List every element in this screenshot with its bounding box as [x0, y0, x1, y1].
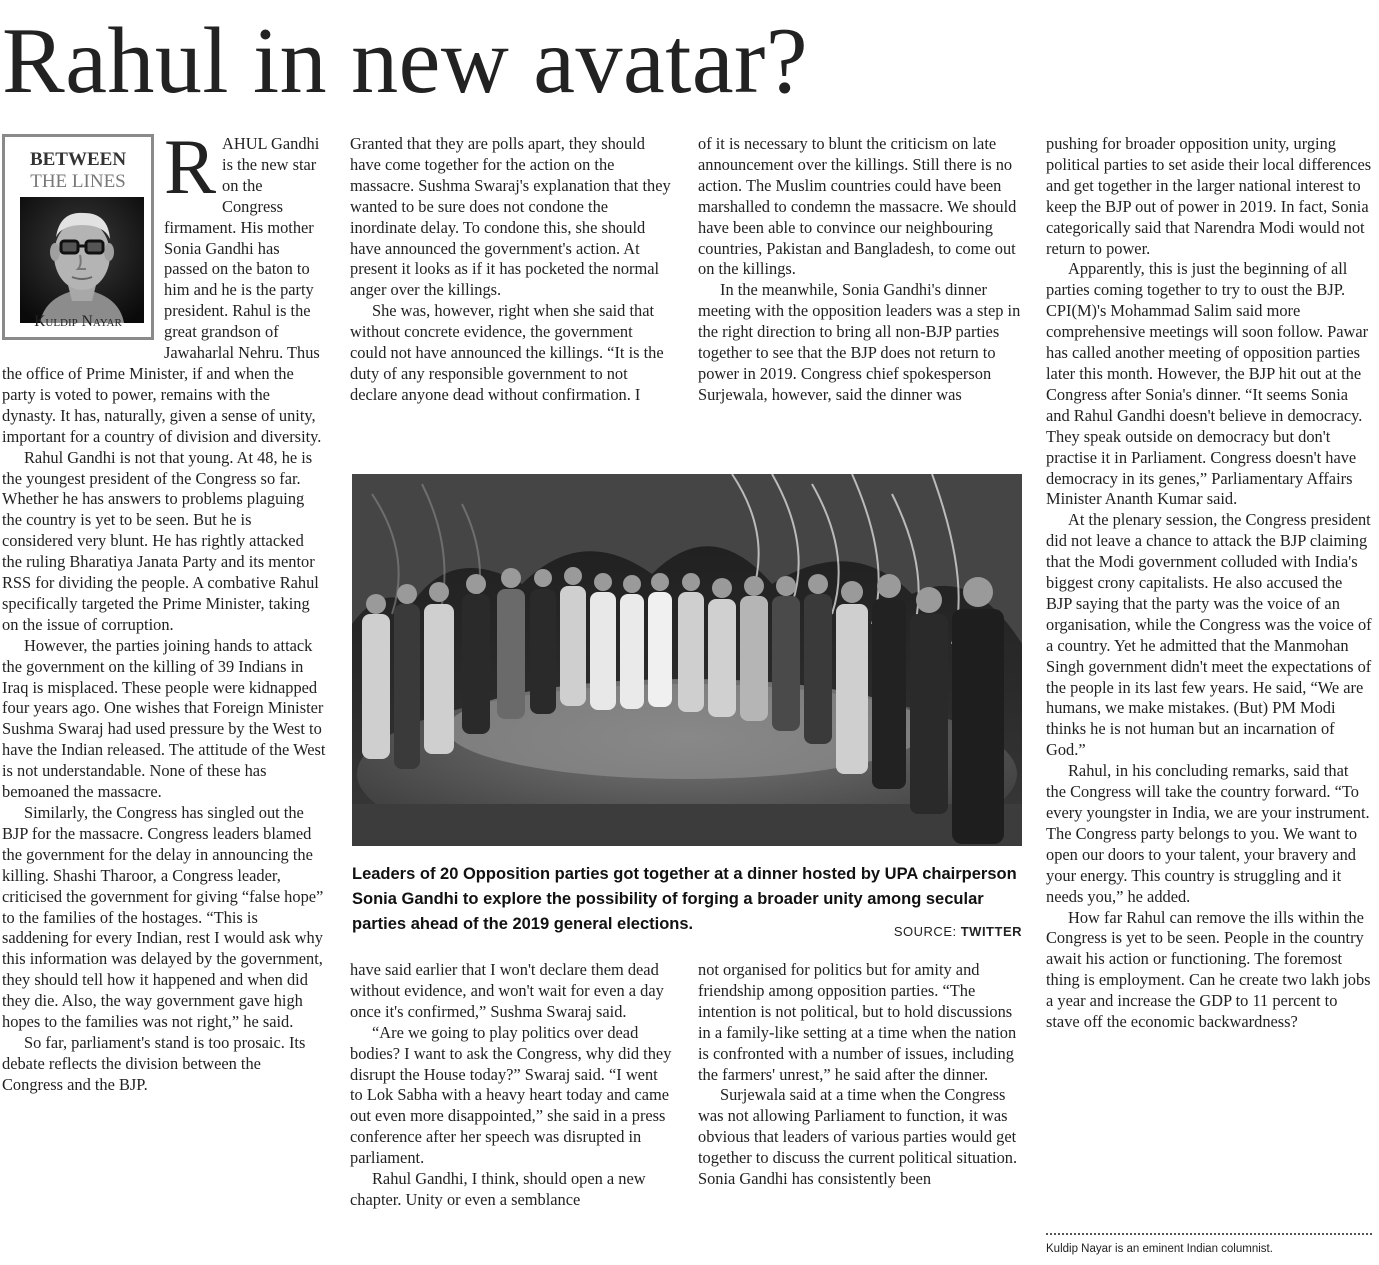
paragraph: In the meanwhile, Sonia Gandhi's dinner meeting with the opposition leaders was a step in the right direction to bring all non-BJP parties together to see that the BJP does not return to power in 2019. Congress chief spokesperson Surjewala, however, said the dinner was	[698, 280, 1021, 404]
photo-caption: Leaders of 20 Opposition parties got together at a dinner hosted by UPA chairperson Sonia Gandhi to explore the possibility of forging a broader unity among secular parties ahead of the 2019 general elections.	[352, 865, 1017, 933]
paragraph: Surjewala said at a time when the Congress was not allowing Parliament to function, it was obvious that leaders of various parties would get together to discuss the current political situation. Sonia Gandhi has consistently been	[698, 1085, 1018, 1189]
column-3-top	[698, 134, 1022, 406]
column-3-bottom	[698, 960, 1022, 1190]
paragraph: However, the parties joining hands to attack the government on the killing of 39 Indians in Iraq is misplaced. These people were kidnapped four years ago. One wishes that Foreign Minister Sushma Swaraj had used pressure by the West to have the Indian released. The attitude of the West is not understandable. None of these has bemoaned the massacre.	[2, 635, 326, 802]
column-logo-box	[2, 134, 154, 340]
paragraph: pushing for broader opposition unity, urging political parties to set aside their local differences and get together in the larger national interest to keep the BJP out of power in 2019. In fact, Sonia categorically said that Narendra Modi would not return to power.	[1046, 134, 1372, 258]
paragraph: Rahul Gandhi, I think, should open a new chapter. Unity or even a semblance	[350, 1169, 646, 1209]
column-2-bottom	[350, 960, 672, 1211]
paragraph: Similarly, the Congress has singled out the BJP for the massacre. Congress leaders blamed the government for the delay in announcing the killing. Shashi Tharoor, a Congress leader, criticised the government for giving “false hope” to the families of the hostages. “This is saddening for every Indian, rest I would ask why this information was delayed by the government, they should tell how it happened and when did they die. Also, the way government gave high hopes to the families was not right,” he said.	[2, 803, 324, 1032]
news-photo	[352, 474, 1022, 846]
column-2-top	[350, 134, 672, 406]
paragraph: not organised for politics but for amity and friendship among opposition parties. “The intention is not political, but to hold discussions in a family-like setting at a time when the nation is confronted with a number of issues, including the farmers' unrest,” he said after the dinner.	[698, 960, 1017, 1084]
paragraph: “Are we going to play politics over dead bodies? I want to ask the Congress, why did they disrupt the House today?” Swaraj said. “I went to Lok Sabha with a heavy heart today and came out even more disappointed,” she said in a press conference after her speech was disrupted in parliament.	[350, 1022, 672, 1168]
paragraph: So far, parliament's stand is too prosaic. Its debate reflects the division between the Congress and the BJP.	[2, 1032, 306, 1094]
paragraph: Apparently, this is just the beginning of all parties coming together to try to oust the BJP. CPI(M)'s Mohammad Salim said more comprehensive meetings will soon follow. Pawar has called another meeting of opposition parties later this month. However, the BJP hit out at the Congress after Sonia's dinner. “It seems Sonia and Rahul Gandhi doesn't believe in democracy. They speak outside on democracy but don't practise it in Parliament. Congress doesn't have democracy in its genes,” Parliamentary Affairs Minister Ananth Kumar said.	[1046, 259, 1369, 509]
paragraph: She was, however, right when she said that without concrete evidence, the government could not have announced the killings. “It is the duty of any responsible government to not declare anyone dead without confirmation. I	[350, 301, 664, 404]
drop-cap: R	[164, 123, 217, 210]
column-title-line2: THE LINES	[30, 171, 126, 192]
author-name: Kuldip Nayar	[34, 313, 122, 331]
column-4	[1046, 134, 1372, 1033]
footnote-divider	[1046, 1233, 1372, 1235]
paragraph: Granted that they are polls apart, they should have come together for the action on the massacre. Sushma Swaraj's explanation that they wanted to be sure does not condone the inordinate delay. To condone this, she should have announced the government's action. At present it looks as if it has pocketed the normal anger over the killings.	[350, 134, 671, 300]
author-portrait	[20, 197, 144, 323]
paragraph: have said earlier that I won't declare them dead without evidence, and won't wait for even a day once it's confirmed,” Sushma Swaraj said.	[350, 960, 664, 1021]
paragraph: RAHUL Gandhi is the new star on the Congress firmament. His mother Sonia Gandhi has passed on the baton to him and he is the party president. Rahul is the great grandson of Jawaharlal Nehru. Thus the office of Prime Minister, if and when the party is voted to power, remains with the dynasty. It has, naturally, given a sense of unity, important for a country of division and diversity.	[2, 123, 322, 446]
headline: Rahul in new avatar?	[2, 9, 809, 113]
paragraph: Rahul, in his concluding remarks, said that the Congress will take the country forward. “To every youngster in India, we are your instrument. The Congress party belongs to you. We want to open our doors to your talent, your bravery and your energy. This country is struggling and it needs you,” he added.	[1046, 761, 1370, 906]
column-1	[2, 123, 326, 1096]
paragraph: How far Rahul can remove the ills within the Congress is yet to be seen. People in the country await his action or functioning. The foremost thing is employment. Can he create two lakh jobs a year and increase the GDP to 11 percent to stave off the economic backwardness?	[1046, 907, 1371, 1032]
column-title-line1: BETWEEN	[29, 149, 127, 170]
paragraph: At the plenary session, the Congress president did not leave a chance to attack the BJP claiming that the Modi government colluded with India's biggest crony capitalists. He also accused the BJP saying that the party was the voice of an organisation, while the Congress was the voice of a country. Yet he admitted that the Manmohan Singh government didn't meet the expectations of the people in its last few years. He said, “We are humans, we make mistakes. (But) PM Modi thinks he is not human but an incarnation of God.”	[1046, 510, 1372, 760]
paragraph: Rahul Gandhi is not that young. At 48, he is the youngest president of the Congress so far. Whether he has answers to problems plaguing the country is yet to be seen. But he is considered very blunt. He has rightly attacked the ruling Bharatiya Janata Party and its mentor RSS for dividing the people. A combative Rahul specifically targeted the Prime Minister, taking on the issue of corruption.	[2, 447, 319, 634]
photo-source: SOURCE: TWITTER	[893, 924, 1022, 939]
author-footnote: Kuldip Nayar is an eminent Indian columnist.	[1046, 1243, 1273, 1255]
paragraph: of it is necessary to blunt the criticism on late announcement over the killings. Still there is no action. The Muslim countries could have been marshalled to condemn the massacre. We should have been able to convince our neighbouring countries, Pakistan and Bangladesh, to come out on the killings.	[698, 134, 1017, 279]
